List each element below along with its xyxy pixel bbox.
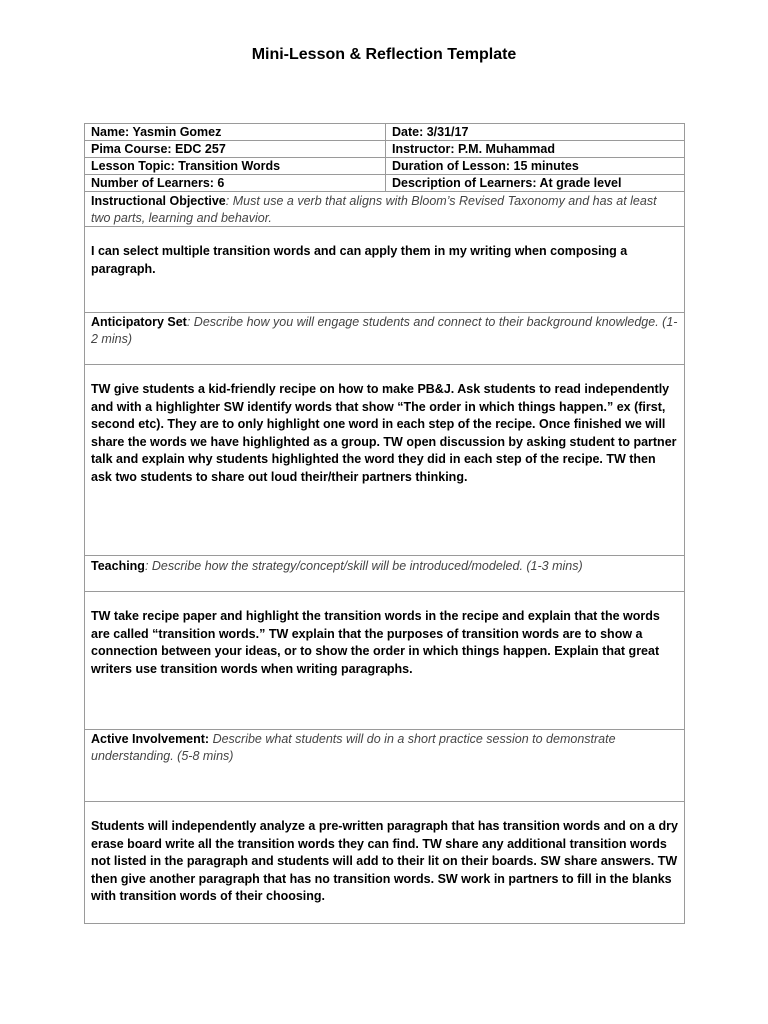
lesson-form bbox=[84, 123, 685, 924]
info-row-2 bbox=[85, 141, 684, 158]
info-row-4 bbox=[85, 175, 684, 192]
instructor-field: Instructor: P.M. Muhammad bbox=[392, 142, 555, 156]
name-field: Name: Yasmin Gomez bbox=[85, 124, 386, 140]
anticipatory-content: TW give students a kid-friendly recipe on how to make PB&J. Ask students to read independently and with a highlighter SW identify words that show “The order in which things happen.” ex (first, second etc). They are to only highlight one word in each step of the recipe. Once finished we will share the words we have highlighted as a group. TW open discussion by asking student to partner talk and explain why students highlighted the word they did in each step of the recipe. TW then ask two students to share out loud their/their partners thinking. bbox=[85, 365, 684, 556]
active-header bbox=[85, 730, 684, 802]
active-description: Describe what students will do in a short practice session to demonstrate understanding. (5-8 mins) bbox=[91, 732, 616, 763]
learners-field: Number of Learners: 6 bbox=[85, 175, 386, 191]
date-field: Date: 3/31/17 bbox=[392, 125, 469, 139]
anticipatory-label: Anticipatory Set bbox=[91, 315, 187, 329]
active-content: Students will independently analyze a pre-written paragraph that has transition words and on a dry erase board write all the transition words they can find. TW share any additional transition words not listed in the paragraph and students will add to their lit on their boards. SW share answers. TW then give another paragraph that has no transition words. SW work in partners to fill in the blanks with transition words of their choosing. bbox=[91, 819, 678, 903]
info-row-3 bbox=[85, 158, 684, 175]
course-field: Pima Course: EDC 257 bbox=[85, 141, 386, 157]
objective-label: Instructional Objective bbox=[91, 194, 226, 208]
objective-content: I can select multiple transition words and can apply them in my writing when composing a paragraph. bbox=[85, 227, 684, 313]
objective-description: : Must use a verb that aligns with Bloom’s Revised Taxonomy and has at least two parts, learning and behavior. bbox=[91, 194, 657, 225]
anticipatory-description: : Describe how you will engage students and connect to their background knowledge. (1-2 mins) bbox=[91, 315, 678, 346]
anticipatory-header bbox=[85, 313, 684, 365]
active-label: Active Involvement: bbox=[91, 732, 210, 746]
info-row-1 bbox=[85, 124, 684, 141]
duration-field: Duration of Lesson: 15 minutes bbox=[392, 159, 579, 173]
teaching-header bbox=[85, 556, 684, 592]
teaching-content: TW take recipe paper and highlight the transition words in the recipe and explain that the words are called “transition words.” TW explain that the purposes of transition words are to show a connection between your ideas, or to show the order in which things happen. Explain that great writers use transition words when writing paragraphs. bbox=[85, 592, 684, 730]
page-title: Mini-Lesson & Reflection Template bbox=[251, 46, 517, 63]
topic-field: Lesson Topic: Transition Words bbox=[85, 158, 386, 174]
objective-header bbox=[85, 192, 684, 227]
learners-description-field: Description of Learners: At grade level bbox=[392, 176, 622, 190]
teaching-label: Teaching bbox=[91, 559, 145, 573]
teaching-description: : Describe how the strategy/concept/skill will be introduced/modeled. (1-3 mins) bbox=[144, 559, 583, 573]
